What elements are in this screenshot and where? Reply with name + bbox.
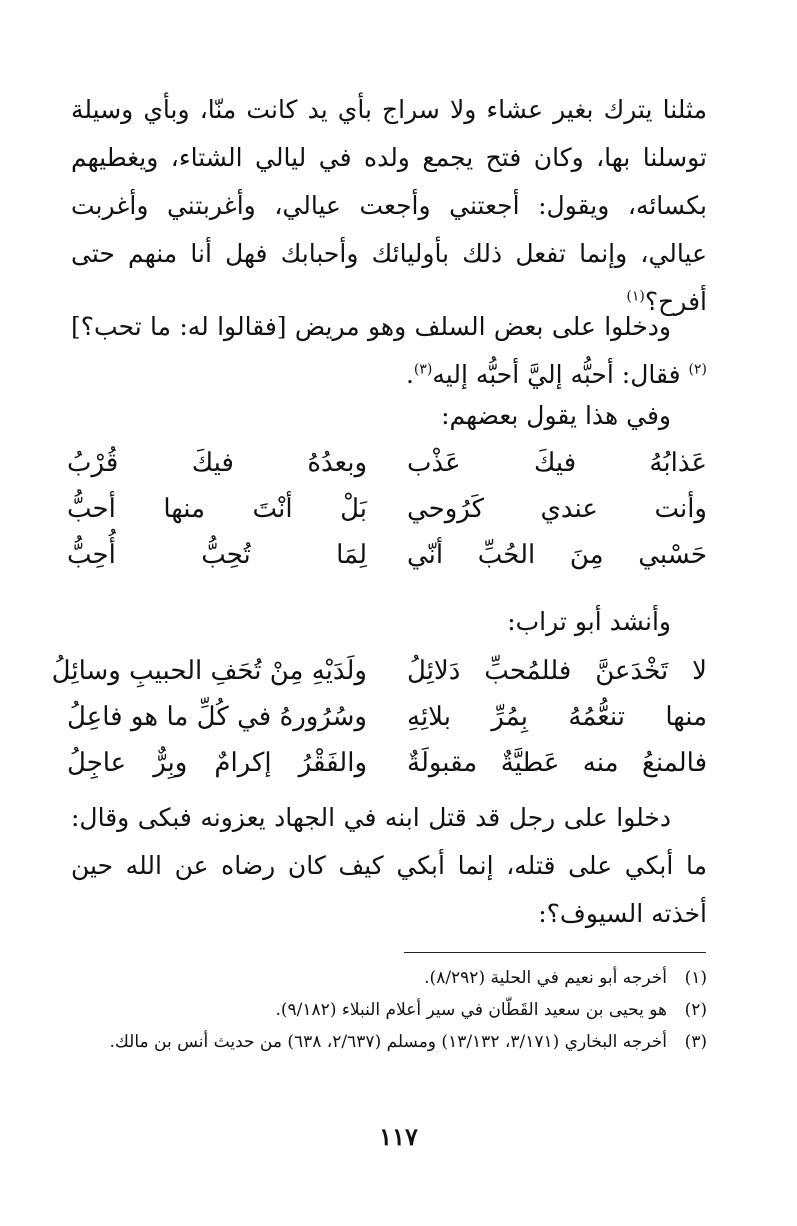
paragraph-2-text-a: ودخلوا على بعض السلف وهو مريض [فقالوا له: ما تحب؟] [71,312,671,341]
poem-2-verse [67,740,707,786]
poem-1-verse [67,440,707,486]
hemistich-first: عَذابُهُ فيكَ عَذْب [407,448,707,478]
hemistich-first: لا تَخْدَعنَّ فللمُحبِّ دَلائِلُ [407,656,707,686]
hemistich-second: والفَقْرُ إكرامٌ وبِرٌّ عاجِلُ [67,748,367,778]
poem-1 [67,440,707,578]
footnote-item [67,1026,707,1058]
hemistich-second: وبعدُهُ فيكَ قُرْبُ [67,448,367,478]
footnote-number: (٣) [684,1032,707,1052]
footnote-ref-2: (٢) [688,361,707,378]
footnote-ref-1: (١) [626,288,645,305]
hemistich-first: منها تنعُّمُهُ بِمُرِّ بلائِهِ [407,702,707,732]
footnote-divider [404,952,706,953]
page-number: ١١٧ [379,1122,418,1151]
footnote-number: (١) [684,968,707,988]
hemistich-first: حَسْبي مِنَ الحُبِّ أنّي [407,540,707,570]
paragraph-3: وفي هذا يقول بعضهم: [441,401,671,430]
hemistich-second: بَلْ أنْتَ منها أحبُّ [67,494,367,524]
paragraph-5: دخلوا على رجل قد قتل ابنه في الجهاد يعزونه فبكى وقال: ما أبكي على قتله، إنما أبكي كيف كان رضاه عن الله حين أخذته السيوف؟: [71,803,707,928]
footnote-number: (٢) [684,1000,707,1020]
footnote-text: أخرجه أبو نعيم في الحلية (٨/٢٩٢). [424,968,667,988]
paragraph-1-text: مثلنا يترك بغير عشاء ولا سراج بأي يد كانت منّا، وبأي وسيلة توسلنا بها، وكان فتح يجمع ولده في ليالي الشتاء، ويغطيهم بكسائه، ويقول: أجعتني وأجعت عيالي، وأغربتني وأغربت عيالي، وإنما تفعل ذلك بأوليائك وأحبابك فهل أنا منهم حتى أفرح؟ [71,95,707,316]
poem-2-verse [67,694,707,740]
paragraph-2-text-c: . [405,360,414,389]
poem-1-verse [67,486,707,532]
footnotes [67,962,707,1058]
hemistich-first: وأنت عندي كَرُوحي [407,494,707,524]
poem-2 [51,648,707,786]
footnote-item [67,994,707,1026]
footnote-text: هو يحيى بن سعيد القَطّان في سير أعلام النبلاء (٩/١٨٢). [275,1000,667,1020]
footnote-item [67,962,707,994]
hemistich-second: وسُرُورهُ في كُلِّ ما هو فاعِلُ [67,702,367,732]
hemistich-second: ولَدَيْهِ مِنْ تُحَفِ الحبيبِ وسائِلُ [51,656,367,686]
footnote-text: أخرجه البخاري (٣/١٧١، ١٣/١٣٢) ومسلم (٢/٦٣٧، ٦٣٨) من حديث أنس بن مالك. [109,1032,667,1052]
poem-1-verse [67,532,707,578]
hemistich-second: لِمَا تُحِبُّ أُحِبُّ [67,540,367,570]
hemistich-first: فالمنعُ منه عَطيَّةٌ مقبولَةٌ [407,748,707,778]
paragraph-2-text-b: فقال: أحبُّه إليَّ أحبُّه إليه [432,360,689,389]
paragraph-4: وأنشد أبو تراب: [507,607,671,636]
footnote-ref-3: (٣) [413,361,433,378]
poem-2-verse [51,648,707,694]
paragraph-1 [71,86,707,326]
paragraph-2 [71,303,707,399]
